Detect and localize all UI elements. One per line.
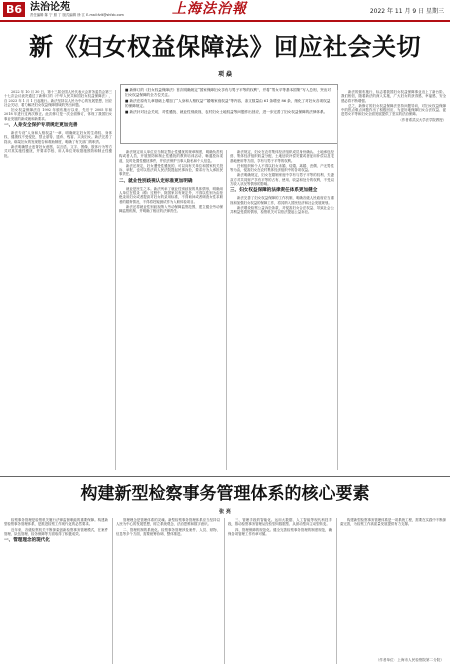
paragraph: 检察事务管理是检察机关履行法律监督职能的重要保障。构建新型检察事务管理体系，是推进检察工作现代化的必然要求。 <box>4 518 108 527</box>
article1-column-4 <box>341 90 446 470</box>
column-rule <box>115 90 116 470</box>
paragraph: 2022 年 10 月 30 日，第十三届全国人民代表大会常务委员会第三十七次会议表决通过了新修订的《中华人民共和国妇女权益保障法》，自 2023 年 1 月 1 日起施行。新法坚持以人民为中心的发展思想，回应社会关切，着力解决妇女权益保障领域的突出问题。 <box>4 90 112 107</box>
article1-author: 项 焱 <box>217 71 233 78</box>
header-rule <box>0 20 450 22</box>
paragraph: 新法专设“人身和人格权益”一章，明确规定妇女的生命权、身体权、健康权不受侵犯，禁止虐待、遗弃、残害、买卖妇女。新法完善了拐卖、绑架妇女的发现报告和救助制度，明确了有关部门的职责。 <box>4 131 112 144</box>
editor-credits: 责任编辑 陈 宁 照 丁 版式编辑 徐 江 E-mail:fzlt@shfzb.com <box>30 13 124 17</box>
article1-subhead-2: 二、就业性别歧视认定标准更加明确 <box>119 178 193 184</box>
section-name: 法治论苑 <box>30 2 70 13</box>
article1-column-1 <box>4 90 112 470</box>
paragraph: 新法还将就业性别歧视纳入劳动保障监察范围，建立健全劳动保障监察机制，并明确了相应的法律责任。 <box>119 204 223 214</box>
paragraph: 新法规定用人单位应当制定禁止性骚扰的规章制度，明确负责机构或者人员，开展预防和制止性骚扰的教育培训活动，畅通投诉渠道，及时处置性骚扰事件，并依法保护当事人隐私和个人信息。 <box>119 150 223 163</box>
publication-date: 2022 年 11 月 9 日 星期三 <box>369 8 444 15</box>
article2-column-2 <box>116 518 220 664</box>
page-header <box>0 0 450 20</box>
paragraph: 近年来，各级检察机关不断探索创新检察事务管理模式，在案件管理、队伍管理、检务保障等方面取得了积极成效。 <box>4 527 108 536</box>
column-rule <box>336 518 337 664</box>
column-rule <box>224 518 225 664</box>
page-number: B6 <box>3 2 25 17</box>
abstract-item: ■ 新法在原有九章基础上增加了“人身和人格权益”“婚姻家庭权益”等内容，条文数量由 61 条增至 86 条，细化了对妇女各项权益的保障规定。 <box>125 99 331 108</box>
article1-headline: 新《妇女权益保障法》回应社会关切 <box>29 33 421 61</box>
article2-headline: 构建新型检察事务管理体系的核心要素 <box>80 484 370 504</box>
paragraph: 新法增设检察公益诉讼条款，对侵害妇女合法权益、导致社会公共利益受损的情形，检察机关可以依法提起公益诉讼。 <box>230 205 334 215</box>
paragraph: 新法规定，妇女在农村集体经济组织成员身份确认、土地承包经营、集体经济组织收益分配、土地征收补偿安置或者征用补偿以及宅基地使用等方面，享有与男子平等的权利。 <box>230 150 334 163</box>
paragraph: 新法明确禁止违背妇女意愿，以言语、文字、图像、肢体行为等方式对其实施性骚扰，并要求学校、用人单位采取措施预防和制止性骚扰。 <box>4 144 112 158</box>
column-rule <box>226 150 227 470</box>
article2-column-1 <box>4 518 108 664</box>
paragraph: 妇女权益保障法自 1992 年颁布施行以来，先后于 2005 年和 2018 年进行过两次修正。此次修订是一次全面修订，体现了我国妇女事业发展的新成就和新要求。 <box>4 108 112 121</box>
paragraph: 总之，新修订的妇女权益保障法坚持问题导向，对妇女权益保障中的热点难点问题作出了积极回应，为更好地保障妇女合法权益、促进男女平等和妇女全面发展提供了坚实的法治保障。 <box>341 103 446 117</box>
paragraph: 新法明确规定，妇女在婚姻家庭中享有与男子平等的权利，夫妻双方对共同财产享有平等的占有、使用、收益和处分的权利，不受双方收入状况等情形的影响。 <box>230 173 334 187</box>
article2-author: 张 亮 <box>219 509 231 515</box>
paragraph: 新法还规定，妇女遭受性骚扰的，可以向有关单位和国家机关投诉、举报，也可以依法向人民法院提起民事诉讼，要求行为人承担民事责任。 <box>119 163 223 177</box>
article1-abstract-box <box>120 84 338 144</box>
abstract-item: ■ 新法针对社会关切，对性骚扰、就业性别歧视、农村妇女土地权益等问题作出回应，进一步完善了妇女权益保障的法律体系。 <box>125 110 328 115</box>
article2-column-4 <box>340 518 446 656</box>
paragraph: 新法的颁布施行，标志着我国妇女权益保障事业迈上了新台阶。我们相信，随着新法的深入实施，广大妇女的获得感、幸福感、安全感必将不断增强。 <box>341 90 446 103</box>
paragraph: 三、管理手段的智能化。运用大数据、人工智能等现代科技手段，推动检察事务管理从经验型向数据型、从被动型向主动型转变。 <box>228 518 332 527</box>
paragraph: 四、管理保障的规范化。健全完善检察事务管理的制度规范，确保各项管理工作有章可循。 <box>228 527 332 536</box>
article1-subhead-1: 一、人身安全保护专项规定更加完善 <box>4 123 78 129</box>
author-note: （作者系武汉大学法学院教授） <box>398 117 446 122</box>
column-rule <box>337 90 338 470</box>
paragraph: 新法完善了妇女权益保障的工作机制，明确各级人民政府应当重视和加强妇女权益的保障工作，将其纳入国民经济和社会发展规划。 <box>230 196 334 205</box>
paragraph: 就业是民生之本。新法列举了就业性别歧视的具体情形，明确用人单位在招录（聘）过程中，除国家另有规定外，不得以性别为由拒绝录用妇女或者提高对妇女的录用标准，不得询问或者调查女性求职者的婚育情况，不得将妊娠测试作为入职体检项目。 <box>119 186 223 204</box>
paragraph: 二、管理机制的系统化。检察事务管理涉及案件、人员、财物、信息等多个方面，需要统筹协调、整体推进。 <box>116 527 220 536</box>
article2-author-note: （作者单位：上海市人民检察院第二分院） <box>375 658 444 662</box>
article1-column-2 <box>119 150 223 470</box>
newspaper-masthead: 上海法治報 <box>172 1 247 17</box>
article1-subhead-3: 三、妇女权益保障的法律责任体系更加健全 <box>230 188 318 194</box>
paragraph: 任何组织和个人不得以妇女未婚、结婚、离婚、丧偶、户无男性等为由，侵害妇女在农村集体经济组织中的各项权益。 <box>230 163 334 173</box>
article2-subhead-1: 一、管理理念的现代化 <box>4 538 50 544</box>
paragraph: 构建新型检察事务管理体系是一项系统工程，需要在实践中不断探索完善，为检察工作高质量发展提供有力支撑。 <box>340 518 446 527</box>
article2-column-3 <box>228 518 332 664</box>
abstract-item: ■ 新修订的《妇女权益保障法》首次明确规定“国家保障妇女享有与男子平等的权利”，并将“男女平等基本国策”写入总则，突出对妇女权益保障的全方位关注。 <box>125 88 331 97</box>
paragraph: 管理理念是管理体系的灵魂。新型检察事务管理体系应当坚持以人民为中心的发展思想，树立系统观念、法治思维和数字意识。 <box>116 518 220 527</box>
article-divider <box>0 476 450 477</box>
column-rule <box>112 518 113 664</box>
article1-column-3 <box>230 150 334 470</box>
